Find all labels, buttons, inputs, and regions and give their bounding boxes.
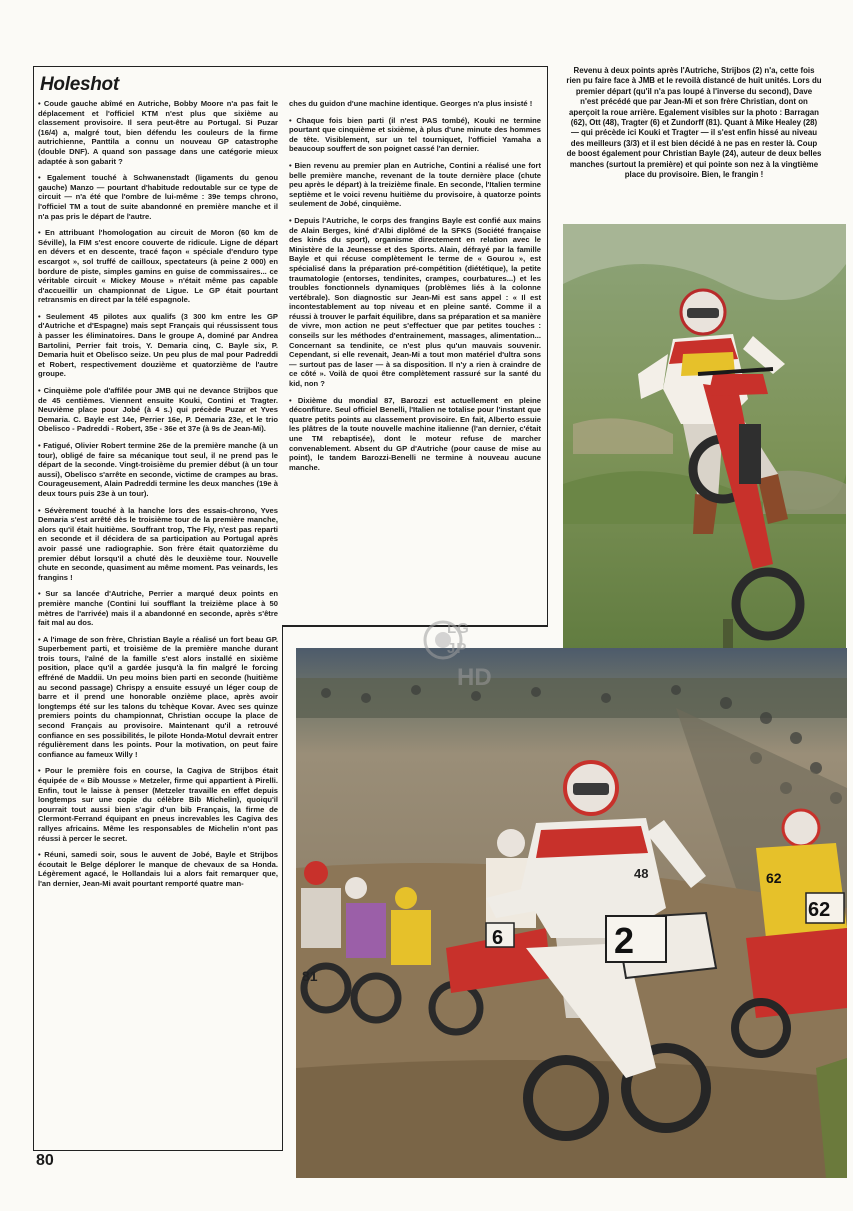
watermark-line-3: HD bbox=[457, 664, 492, 691]
bib-48: 48 bbox=[634, 866, 649, 881]
watermark-logo bbox=[423, 612, 509, 692]
article-paragraph: • Sévèrement touché à la hanche lors des essais-chrono, Yves Demaria s'est arrêté dès le troisième tour de la première manche, alors qu'il était huitième. Souffrant trop, The Fly, n'est pas reparti en seconde et il décidera de sa participation au Portugal après avoir passé une radiographie. Son frère était quatorzième du premier début lorsqu'il a chuté dès le deuxième tour. Nouvelle chute en seconde, quasiment au même moment. Pas veinards, les frangins ! bbox=[38, 505, 278, 582]
article-paragraph: • Sur sa lancée d'Autriche, Perrier a marqué deux points en première manche (Contini lui soufflant la treizième place à 50 mètres de l'arrivée) mais il a abandonné en seconde, après s'être fait mal au dos. bbox=[38, 589, 278, 628]
article-paragraph: • A l'image de son frère, Christian Bayle a réalisé un fort beau GP. Superbement parti, et troisième de la première manche durant trois tours, l'aîné de la famille s'est alors installé en sixième position, place qu'il a gardée jusqu'à la fin malgré le forcing effréné de Maddii. Un peu moins bien parti en seconde (huitième au second passage) Chrispy a ensuite essuyé un léger coup de barre et il prend une honorable onzième place, après avoir longtemps été sur les talons du tchèque Kovar. Avec ses quinze premiers points du championnat, Christian occupe la place de second Français au provisoire. Maintenant qu'il a retrouvé confiance en ses possibilités, le pilote Honda-Motul devrait entrer régulièrement dans les points. Pour la motivation, on peut faire confiance au fameux Willy ! bbox=[38, 634, 278, 759]
article-paragraph: • Bien revenu au premier plan en Autriche, Contini a réalisé une fort belle première manche, revenant de la toute dernière place (chute peu après le départ) à la treizième finale. En seconde, l'Italien termine septième et le voici revenu huitième du provisoire, à quatorze points seulement de Jobé, cinquième. bbox=[289, 160, 541, 209]
article-paragraph: • Réuni, samedi soir, sous le auvent de Jobé, Bayle et Strijbos écoutait le Belge déplorer le manque de chevaux de sa Honda. Légèrement agacé, le Hollandais lui a alors fait remarquer que, l'an dernier, Jean-Mi avait pourtant remporté quatre man- bbox=[38, 850, 278, 888]
plate-6: 6 bbox=[492, 927, 504, 949]
article-paragraph: • Pour le première fois en course, la Cagiva de Strijbos était équipée de « Bib Mousse » Metzeler, firme qui appartient à Pirelli. Enfin, tout le laisse à penser (Metzeler travaille en effet depuis longtemps sur une copie du célèbre Bib Michelin), quoiqu'il pourrait tout aussi bien s'agir d'un bib Français, la firme de Clermont-Ferrand équipant en pneus increvables les Cagiva des rallyes africains. Même les responsables de Michelin n'ont pas réussi à percer le secret. bbox=[38, 766, 278, 843]
plate-2: 2 bbox=[614, 920, 635, 961]
plate-62: 62 bbox=[808, 899, 831, 921]
article-column-middle bbox=[289, 99, 541, 619]
watermark-line-2: JP bbox=[447, 640, 468, 657]
photo-caption: Revenu à deux points après l'Autriche, Strijbos (2) n'a, cette fois rien pu faire face à JMB et le revoilà distancé de huit unités. Lors du premier départ (qu'il n'a pas loupé à l'inverse du second), Dave n'est précédé que par Jean-Mi et son frère Christian, dont on aperçoit la roue arrière. Egalement visibles sur la photo : Barragan (62), Ott (48), Tragter (6) et Zundorff (81). Quant à Mike Healey (28) — qui précède ici Kouki et Tragter — il s'est enfin hissé au niveau des meilleurs (3/3) et il est bien décidé à ne pas en rester là. Coup de boost également pour Christian Bayle (24), auteur de deux belles manches (surtout la première) et qui pointe son nez à la vingtième place du provisoire. Bien, le frangin ! bbox=[566, 66, 822, 180]
article-paragraph: ches du guidon d'une machine identique. Georges n'a plus insisté ! bbox=[289, 99, 533, 108]
article-paragraph: • En attribuant l'homologation au circuit de Moron (60 km de Séville), la FIM s'est encore couverte de ridicule. Ligne de départ en dévers et en descente, tracé façon « spéciale d'enduro type escargot », sol truffé de cailloux, spectateurs (à peine 2 000) en bordure de piste, simples gamins en guise de commissaires... ce véritable circuit « Mickey Mouse » n'était même pas capable d'accueillir un championnat de Ligue. Le GP était pourtant retransmis en direct par la télé espagnole. bbox=[38, 228, 278, 305]
article-paragraph: • Coude gauche abîmé en Autriche, Bobby Moore n'a pas fait le déplacement et l'officiel KTM n'est plus que sixième au classement provisoire. Il sera peut-être au Portugal. Si Puzar (16/4) a, malgré tout, bien défendu les couleurs de la firme autrichienne, Panttila a connu un nouveau GP catastrophe (double DNF). A quand son passage dans une catégorie mieux adaptée à son gabarit ? bbox=[38, 99, 278, 166]
article-paragraph: • Seulement 45 pilotes aux qualifs (3 300 km entre les GP d'Autriche et d'Espagne) mais sept Français qui réussissent tous à passer les éliminatoires. Dans le groupe A, dominé par Andrea Bartolini, Perrier fait trois, Y. Demaria cinq, C. Bayle six, P. Demaria huit et Obelisco seize. Un peu plus de mal pour Padreddi et Robert, respectivement douzième et quatorzième de l'autre groupe. bbox=[38, 311, 278, 379]
article-paragraph: • Chaque fois bien parti (il n'est PAS tombé), Kouki ne termine pourtant que cinquième et sixième, à plus d'une minute des hommes de tête. Visiblement, sur un tel tourniquet, l'officiel Yamaha a beaucoup souffert de son poignet cassé l'an dernier. bbox=[289, 115, 541, 154]
page-number: 80 bbox=[36, 1152, 54, 1169]
plate-81: 81 bbox=[302, 968, 318, 984]
bib-62: 62 bbox=[766, 870, 782, 886]
photo-rider-jump bbox=[563, 224, 846, 669]
article-column-left bbox=[38, 99, 278, 1144]
watermark-line-1: LG bbox=[447, 620, 470, 637]
article-paragraph: • Cinquième pole d'affilée pour JMB qui ne devance Strijbos que de 45 centièmes. Viennent ensuite Kouki, Contini et Tragter. Neuvième place pour Jobé (à 4 s.) qui précède Puzar et Yves Demaria. C. Bayle est 14e, Perrier 16e, P. Demaria 23e, et le trio Obelisco - Padreddi - Robert, 35e - 36e et 37e (à 9s de Jean-Mi). bbox=[38, 386, 278, 434]
article-paragraph: • Egalement touché à Schwanenstadt (ligaments du genou gauche) Manzo — pourtant d'habitude redoutable sur ce type de circuit — n'a été que l'ombre de lui-même : 39e temps chrono, l'officiel TM a tout de suite abandonné en première manche et il n'a pas pris le départ de l'autre. bbox=[38, 173, 278, 221]
article-heading: Holeshot bbox=[40, 74, 119, 95]
photo-race-start bbox=[296, 648, 847, 1178]
article-paragraph: • Depuis l'Autriche, le corps des frangins Bayle est confié aux mains de Alain Berges, kiné d'Albi diplômé de la SFKS (Société française des kinés du sport), organisme directement en relation avec le Ministère de la Jeunesse et des Sports. Alain, défrayé par la famille Bayle et qui récuse complètement le terme de « Gourou », est spécialisé dans la préparation pré-compétition (diététique), la petite traumatologie (entorses, tendinites, crampes, courbatures...) et les troubles fonctionnels dynamiques (problèmes liés à la colonne vertébrale). Son diagnostic sur Jean-Mi est sans appel : « Il est incontestablement au top niveau et en pleine santé. Comme il a réussi à trouver le parfait équilibre, dans sa préparation et sa manière de vivre, mon action ne peut s'effectuer que par petites touches : conseils sur les méthodes d'entrainement, massages, alimentation... Concernant sa tendinite, ce n'est plus qu'un mauvais souvenir. Cependant, si elle revenait, Jean-Mi a tout mon matériel d'ultra sons — surtout pas de laser — à sa disposition. Il n'y a rien à craindre de ce côté ». Voilà de quoi être complètement rassuré sur la santé du kid, non ? bbox=[289, 215, 541, 389]
article-paragraph: • Fatigué, Olivier Robert termine 26e de la première manche (à un tour), obligé de faire sa mécanique tout seul, il ne prend pas le départ de la seconde. Vingt-troisième du premier début (à un tour aussi), Obelisco s'arrête en seconde, victime de crampes au bras. Courageusement, Alain Padreddi termine les deux manches (19e à deux tours puis 23e à un tour). bbox=[38, 441, 278, 498]
article-paragraph: • Dixième du mondial 87, Barozzi est actuellement en pleine déconfiture. Seul officiel Benelli, l'Italien ne totalise pour l'instant que quatre petits points au classement provisoire. En fait, Alberto essuie les plâtres de la toute nouvelle machine italienne (l'an dernier, c'était une TM rebaptisée), dont le moteur refuse de marcher convenablement. Absent du GP d'Autriche (pour cause de mise au point), le tandem Barozzi-Benelli ne termine à nouveau aucune manche. bbox=[289, 395, 541, 472]
